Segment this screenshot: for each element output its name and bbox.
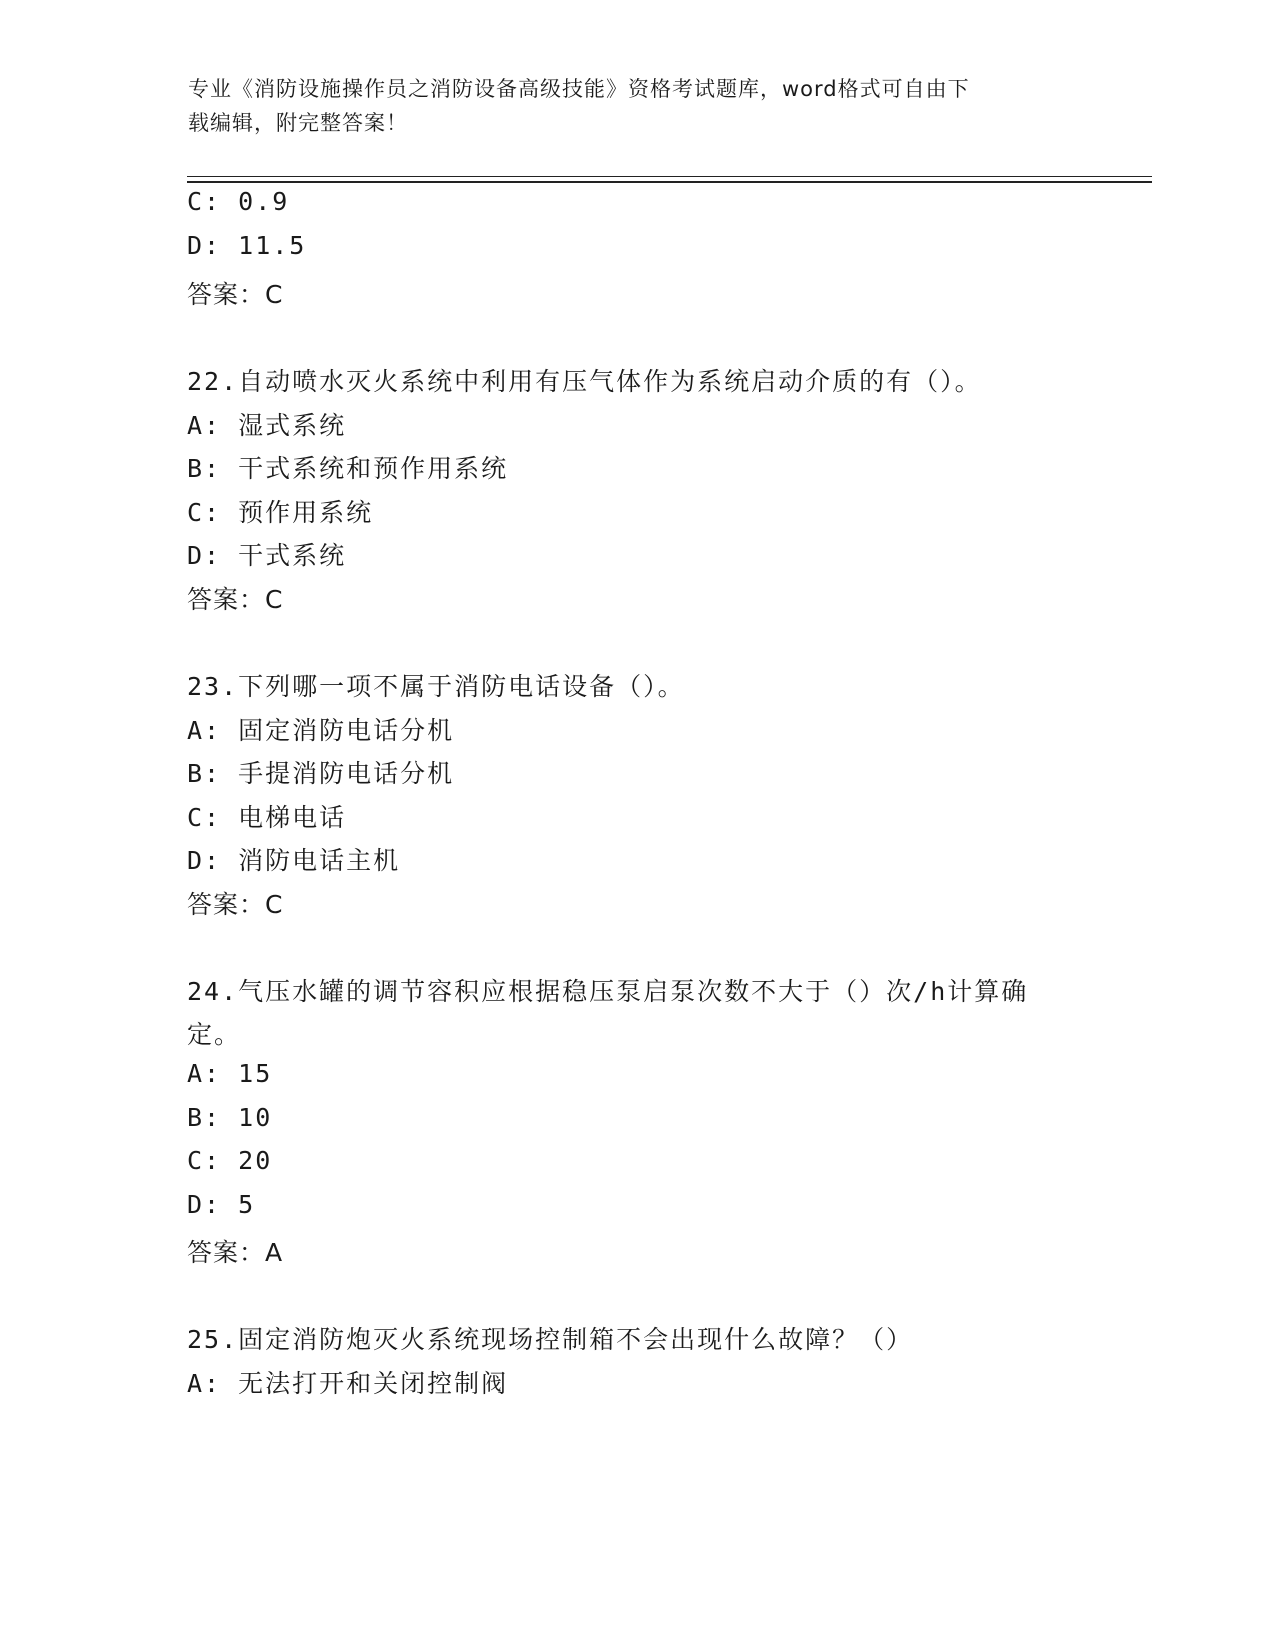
header-divider-thick xyxy=(187,181,1152,183)
prev-answer: 答案：C xyxy=(187,280,284,309)
header-line-1: 专业《消防设施操作员之消防设备高级技能》资格考试题库，word格式可自由下 xyxy=(188,77,970,101)
header-divider-thin xyxy=(187,176,1152,177)
q24-option-a: A: 15 xyxy=(187,1059,273,1088)
q24-answer: 答案：A xyxy=(187,1238,284,1267)
q25-question: 25.固定消防炮灭火系统现场控制箱不会出现什么故障？（） xyxy=(187,1325,914,1354)
prev-option-c: C: 0.9 xyxy=(187,187,290,216)
q24-question-line-1: 24.气压水罐的调节容积应根据稳压泵启泵次数不大于（）次/h计算确 xyxy=(187,977,1029,1006)
q22-option-a: A: 湿式系统 xyxy=(187,411,347,440)
q22-question: 22.自动喷水灭火系统中利用有压气体作为系统启动介质的有（）。 xyxy=(187,367,982,396)
header-line-2: 载编辑，附完整答案！ xyxy=(188,111,408,135)
prev-option-d: D: 11.5 xyxy=(187,231,307,260)
q22-option-c: C: 预作用系统 xyxy=(187,498,374,527)
q23-answer: 答案：C xyxy=(187,890,284,919)
q23-option-c: C: 电梯电话 xyxy=(187,803,347,832)
q24-question-line-2: 定。 xyxy=(187,1020,242,1049)
q23-option-a: A: 固定消防电话分机 xyxy=(187,716,455,745)
q24-option-d: D: 5 xyxy=(187,1190,256,1219)
document-header xyxy=(188,72,1068,140)
q22-option-b: B: 干式系统和预作用系统 xyxy=(187,454,509,483)
q24-option-b: B: 10 xyxy=(187,1103,273,1132)
q22-option-d: D: 干式系统 xyxy=(187,541,347,570)
q23-question: 23.下列哪一项不属于消防电话设备（）。 xyxy=(187,672,685,701)
q23-option-d: D: 消防电话主机 xyxy=(187,846,401,875)
q23-option-b: B: 手提消防电话分机 xyxy=(187,759,455,788)
q24-option-c: C: 20 xyxy=(187,1146,273,1175)
q25-option-a: A: 无法打开和关闭控制阀 xyxy=(187,1369,509,1398)
q22-answer: 答案：C xyxy=(187,585,284,614)
